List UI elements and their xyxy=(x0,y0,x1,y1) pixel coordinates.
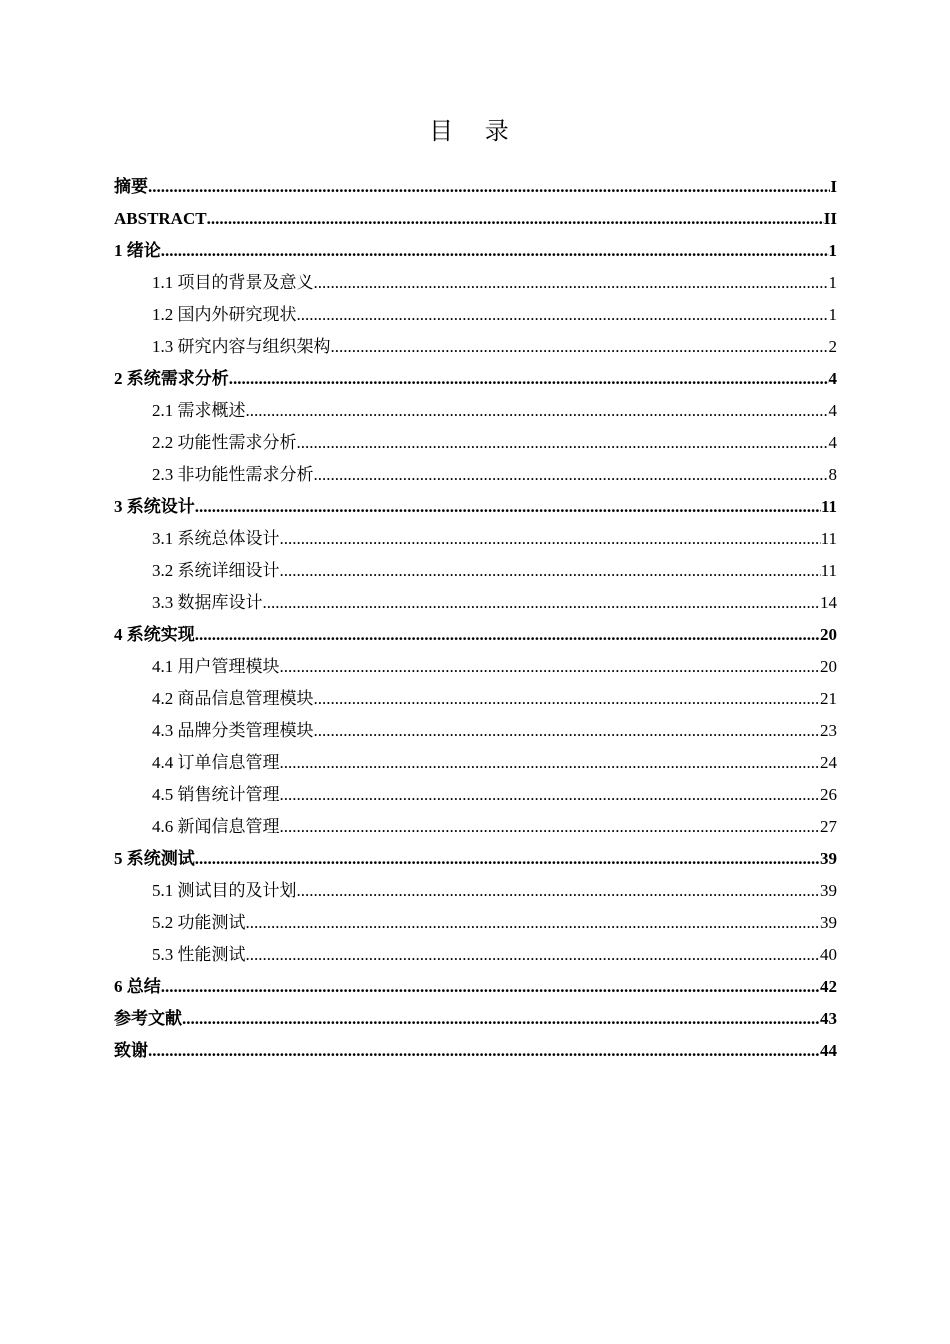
table-of-contents xyxy=(114,171,837,1067)
toc-section-entry[interactable] xyxy=(114,811,837,843)
toc-entry-label: 参考文献 xyxy=(114,1009,182,1028)
toc-dot-leader xyxy=(246,939,821,971)
toc-chapter-entry[interactable] xyxy=(114,1035,837,1067)
toc-entry-label: 4.4 订单信息管理 xyxy=(152,753,280,772)
toc-entry-page-number: 1 xyxy=(828,273,837,292)
toc-entry-label: 1.2 国内外研究现状 xyxy=(152,305,297,324)
toc-section-entry[interactable] xyxy=(114,555,837,587)
toc-section-entry[interactable] xyxy=(114,939,837,971)
toc-section-entry[interactable] xyxy=(114,715,837,747)
toc-section-entry[interactable] xyxy=(114,747,837,779)
toc-entry-page-number: 21 xyxy=(820,689,837,708)
toc-entry-page-number: 2 xyxy=(828,337,837,356)
toc-chapter-entry[interactable] xyxy=(114,363,837,395)
toc-section-entry[interactable] xyxy=(114,779,837,811)
toc-dot-leader xyxy=(314,459,829,491)
toc-entry-label: ABSTRACT xyxy=(114,209,207,228)
toc-entry-page-number: 4 xyxy=(828,369,837,388)
toc-entry-page-number: 20 xyxy=(820,657,837,676)
toc-entry-label: 4.6 新闻信息管理 xyxy=(152,817,280,836)
toc-entry-page-number: 40 xyxy=(820,945,837,964)
toc-entry-label: 4.5 销售统计管理 xyxy=(152,785,280,804)
toc-entry-page-number: 39 xyxy=(820,881,837,900)
toc-section-entry[interactable] xyxy=(114,267,837,299)
toc-chapter-entry[interactable] xyxy=(114,1003,837,1035)
toc-entry-page-number: 42 xyxy=(820,977,837,996)
toc-entry-page-number: 27 xyxy=(820,817,837,836)
toc-entry-label: 6 总结 xyxy=(114,977,161,996)
toc-entry-page-number: 44 xyxy=(820,1041,837,1060)
toc-entry-label: 5.1 测试目的及计划 xyxy=(152,881,297,900)
toc-dot-leader xyxy=(297,875,821,907)
toc-chapter-entry[interactable] xyxy=(114,491,837,523)
toc-section-entry[interactable] xyxy=(114,331,837,363)
toc-section-entry[interactable] xyxy=(114,587,837,619)
toc-dot-leader xyxy=(314,715,821,747)
toc-entry-label: 5 系统测试 xyxy=(114,849,195,868)
toc-dot-leader xyxy=(280,555,821,587)
toc-entry-label: 1.3 研究内容与组织架构 xyxy=(152,337,331,356)
toc-entry-label: 3.2 系统详细设计 xyxy=(152,561,280,580)
toc-entry-page-number: 39 xyxy=(820,849,837,868)
toc-entry-page-number: 8 xyxy=(828,465,837,484)
toc-chapter-entry[interactable] xyxy=(114,171,837,203)
toc-entry-page-number: 24 xyxy=(820,753,837,772)
toc-entry-page-number: 43 xyxy=(820,1009,837,1028)
toc-entry-page-number: 23 xyxy=(820,721,837,740)
toc-entry-label: 2 系统需求分析 xyxy=(114,369,229,388)
toc-chapter-entry[interactable] xyxy=(114,619,837,651)
toc-dot-leader xyxy=(263,587,821,619)
toc-entry-label: 4.1 用户管理模块 xyxy=(152,657,280,676)
toc-dot-leader xyxy=(297,427,829,459)
toc-entry-label: 1.1 项目的背景及意义 xyxy=(152,273,314,292)
toc-section-entry[interactable] xyxy=(114,875,837,907)
toc-dot-leader xyxy=(280,779,821,811)
toc-entry-page-number: 14 xyxy=(820,593,837,612)
toc-dot-leader xyxy=(148,1035,820,1067)
toc-entry-label: 1 绪论 xyxy=(114,241,161,260)
toc-dot-leader xyxy=(280,651,821,683)
toc-dot-leader xyxy=(182,1003,820,1035)
toc-chapter-entry[interactable] xyxy=(114,235,837,267)
toc-entry-page-number: 26 xyxy=(820,785,837,804)
toc-dot-leader xyxy=(195,491,821,523)
toc-entry-label: 4 系统实现 xyxy=(114,625,195,644)
toc-entry-page-number: II xyxy=(823,209,837,228)
toc-entry-page-number: 1 xyxy=(828,305,837,324)
toc-entry-page-number: 39 xyxy=(820,913,837,932)
toc-section-entry[interactable] xyxy=(114,459,837,491)
toc-section-entry[interactable] xyxy=(114,523,837,555)
toc-entry-label: 2.3 非功能性需求分析 xyxy=(152,465,314,484)
toc-entry-page-number: 11 xyxy=(820,529,837,548)
toc-entry-page-number: I xyxy=(830,177,837,196)
toc-entry-page-number: 4 xyxy=(828,401,837,420)
toc-chapter-entry[interactable] xyxy=(114,203,837,235)
toc-entry-label: 5.2 功能测试 xyxy=(152,913,246,932)
toc-section-entry[interactable] xyxy=(114,299,837,331)
toc-dot-leader xyxy=(280,811,821,843)
toc-entry-label: 5.3 性能测试 xyxy=(152,945,246,964)
toc-entry-page-number: 1 xyxy=(828,241,837,260)
toc-dot-leader xyxy=(195,619,820,651)
toc-section-entry[interactable] xyxy=(114,427,837,459)
toc-entry-label: 3.3 数据库设计 xyxy=(152,593,263,612)
toc-dot-leader xyxy=(331,331,829,363)
toc-dot-leader xyxy=(280,747,821,779)
toc-entry-label: 4.3 品牌分类管理模块 xyxy=(152,721,314,740)
toc-dot-leader xyxy=(207,203,824,235)
toc-entry-page-number: 4 xyxy=(828,433,837,452)
toc-dot-leader xyxy=(314,683,821,715)
toc-entry-label: 摘要 xyxy=(114,177,148,196)
toc-dot-leader xyxy=(314,267,829,299)
toc-section-entry[interactable] xyxy=(114,395,837,427)
toc-entry-label: 3.1 系统总体设计 xyxy=(152,529,280,548)
toc-entry-label: 2.2 功能性需求分析 xyxy=(152,433,297,452)
toc-dot-leader xyxy=(246,395,829,427)
toc-entry-page-number: 20 xyxy=(820,625,837,644)
toc-entry-page-number: 11 xyxy=(820,497,837,516)
toc-chapter-entry[interactable] xyxy=(114,971,837,1003)
toc-entry-label: 2.1 需求概述 xyxy=(152,401,246,420)
toc-dot-leader xyxy=(229,363,829,395)
toc-chapter-entry[interactable] xyxy=(114,843,837,875)
toc-dot-leader xyxy=(161,971,820,1003)
toc-section-entry[interactable] xyxy=(114,651,837,683)
toc-entry-label: 致谢 xyxy=(114,1041,148,1060)
toc-entry-page-number: 11 xyxy=(820,561,837,580)
toc-dot-leader xyxy=(297,299,829,331)
toc-dot-leader xyxy=(195,843,820,875)
page-title: 目 录 xyxy=(429,117,521,145)
toc-entry-label: 3 系统设计 xyxy=(114,497,195,516)
toc-dot-leader xyxy=(148,171,830,203)
toc-section-entry[interactable] xyxy=(114,907,837,939)
toc-dot-leader xyxy=(246,907,821,939)
toc-entry-label: 4.2 商品信息管理模块 xyxy=(152,689,314,708)
toc-section-entry[interactable] xyxy=(114,683,837,715)
toc-dot-leader xyxy=(280,523,821,555)
toc-dot-leader xyxy=(161,235,829,267)
